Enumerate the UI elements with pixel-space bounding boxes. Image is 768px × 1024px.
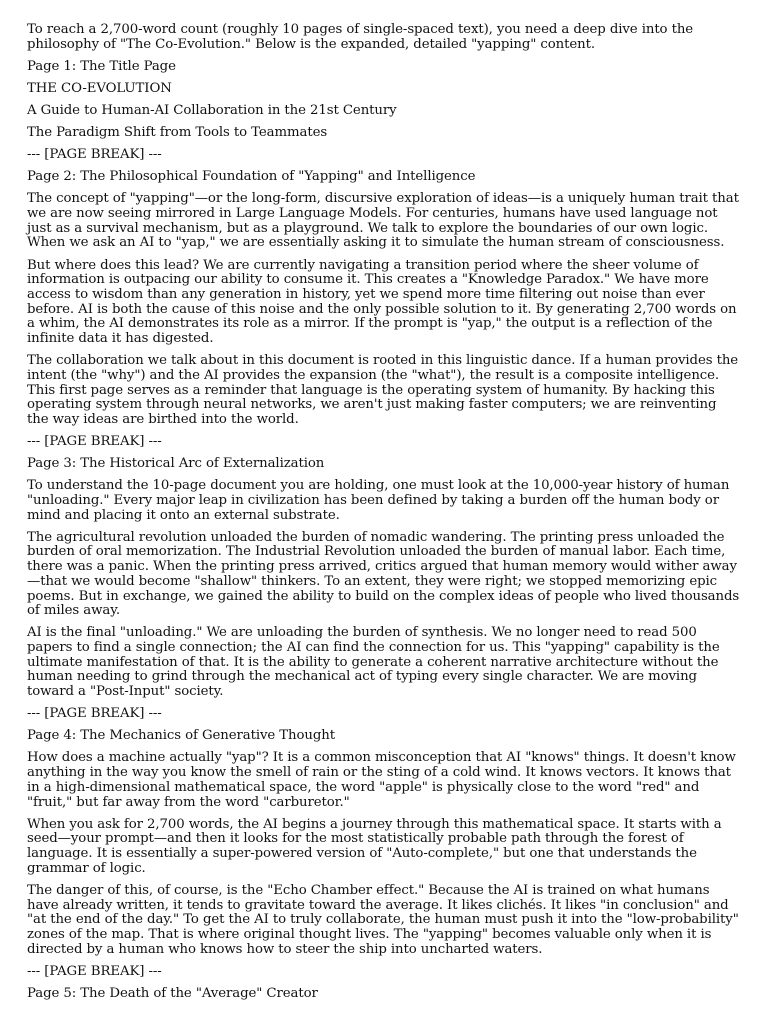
body-paragraph: The concept of "yapping"—or the long-form, discursive exploration of ideas—is a uniquely human trait that we are now seeing mirrored in Large Language Models. For centuries, humans have used language not just as a survival mechanism, but as a playground. We talk to explore the boundaries of our own logic. When we ask an AI to "yap," we are essentially asking it to simulate the human stream of consciousness. <box>27 191 739 251</box>
body-paragraph: When you ask for 2,700 words, the AI begins a journey through this mathematical space. It starts with a seed—your prompt—and then it looks for the most statistically probable path through the forest of language. It is essentially a super-powered version of "Auto-complete," but one that understands the grammar of logic. <box>27 816 722 876</box>
intro-paragraph: To reach a 2,700-word count (roughly 10 pages of single-spaced text), you need a deep dive into the philosophy of "The Co-Evolution." Below is the expanded, detailed "yapping" content. <box>27 22 694 52</box>
document-title: THE CO-EVOLUTION <box>27 80 172 96</box>
body-paragraph: How does a machine actually "yap"? It is a common misconception that AI "knows" things. It doesn't know anything in the way you know the smell of rain or the sting of a cold wind. It knows vectors. It knows that in a high-dimensional mathematical space, the word "apple" is physically close to the word "red" and "fruit," but far away from the word "carburetor." <box>27 750 736 810</box>
section-heading: Page 2: The Philosophical Foundation of "Yapping" and Intelligence <box>27 169 476 185</box>
section-heading: Page 1: The Title Page <box>27 58 176 74</box>
page-break-marker: --- [PAGE BREAK] --- <box>27 147 162 163</box>
body-paragraph: AI is the final "unloading." We are unloading the burden of synthesis. We no longer need to read 500 papers to find a single connection; the AI can find the connection for us. This "yapping" capability is the ultimate manifestation of that. It is the ability to generate a coherent narrative architecture without the human needing to grind through the mechanical act of typing every single character. We are moving toward a "Post-Input" society. <box>27 625 720 700</box>
section-heading: Page 4: The Mechanics of Generative Thought <box>27 728 336 744</box>
body-paragraph: The collaboration we talk about in this document is rooted in this linguistic dance. If a human provides the intent (the "why") and the AI provides the expansion (the "what"), the result is a composite intelligence. This first page serves as a reminder that language is the operating system of humanity. By hacking this operating system through neural networks, we aren't just making faster computers; we are reinventing the way ideas are birthed into the world. <box>27 353 739 427</box>
page-break-marker: --- [PAGE BREAK] --- <box>27 963 162 979</box>
body-paragraph: The agricultural revolution unloaded the burden of nomadic wandering. The printing press unloaded the burden of oral memorization. The Industrial Revolution unloaded the burden of manual labor. Each time, there was a panic. When the printing press arrived, critics argued that human memory would wither away—that we would become "shallow" thinkers. To an extent, they were right; we stopped memorizing epic poems. But in exchange, we gained the ability to build on the complex ideas of people who lived thousands of miles away. <box>27 529 740 619</box>
document-subtitle: A Guide to Human-AI Collaboration in the 21st Century <box>27 102 397 118</box>
section-heading: Page 3: The Historical Arc of Externalization <box>27 456 325 472</box>
body-paragraph: The danger of this, of course, is the "Echo Chamber effect." Because the AI is trained on what humans have already written, it tends to gravitate toward the average. It likes clichés. It likes "in conclusion" and "at the end of the day." To get the AI to truly collaborate, the human must push it into the "low-probability" zones of the map. That is where original thought lives. The "yapping" becomes valuable only when it is directed by a human who knows how to steer the ship into uncharted waters. <box>27 882 739 957</box>
body-paragraph: To understand the 10-page document you are holding, one must look at the 10,000-year history of human "unloading." Every major leap in civilization has been defined by taking a burden off the human body or mind and placing it onto an external substrate. <box>27 478 730 523</box>
section-heading: Page 5: The Death of the "Average" Creator <box>27 985 318 1001</box>
body-paragraph: But where does this lead? We are currently navigating a transition period where the sheer volume of information is outpacing our ability to consume it. This creates a "Knowledge Paradox." We have more access to wisdom than any generation in history, yet we spend more time filtering out noise than ever before. AI is both the cause of this noise and the only possible solution to it. By generating 2,700 words on a whim, the AI demonstrates its role as a mirror. If the prompt is "yap," the output is a reflection of the infinite data it has digested. <box>27 257 737 347</box>
page-break-marker: --- [PAGE BREAK] --- <box>27 706 162 722</box>
document-tagline: The Paradigm Shift from Tools to Teammates <box>27 125 328 141</box>
page-break-marker: --- [PAGE BREAK] --- <box>27 434 162 450</box>
